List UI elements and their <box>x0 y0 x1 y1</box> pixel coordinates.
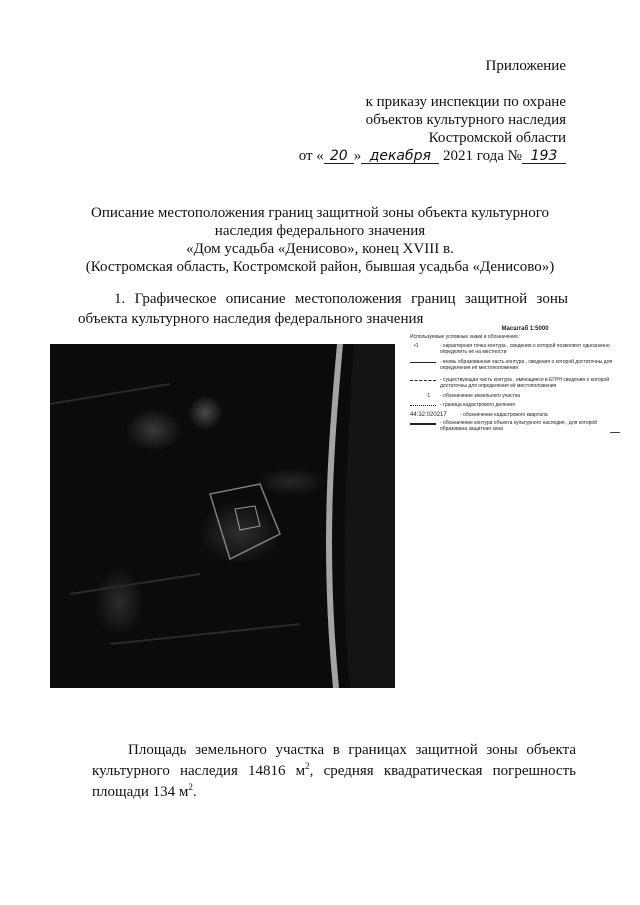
order-number-handwritten: 193 <box>522 149 566 164</box>
area-end-period: . <box>192 784 197 800</box>
area-unit-sup: 2 <box>305 761 310 771</box>
title-line1: Описание местоположения границ защитной зоны объекта культурного <box>91 205 549 221</box>
legend-item-text: - существующая часть контура , имеющиеся в ЕГРН сведения о которой достаточны для определения её местоположения <box>440 377 609 389</box>
protection-zone-contour <box>210 484 280 559</box>
parcel-label-icon: :1 <box>426 393 431 399</box>
legend-item-text: - обозначение земельного участка <box>440 393 521 399</box>
appendix-label: Приложение <box>485 58 566 74</box>
heritage-contour-line-icon <box>410 423 436 425</box>
heritage-object-contour <box>235 506 260 530</box>
legend-item-text: - характерная точка контура , сведения о которой позволяют однозначно определить её на местности <box>440 343 610 355</box>
satellite-map <box>50 344 395 688</box>
section1-line2: объекта культурного наследия федерального значения <box>78 311 424 327</box>
cadastral-boundary-line-icon <box>410 405 436 406</box>
cadastral-quarter-label: 44:32:020217 <box>410 412 447 418</box>
title-line3: «Дом усадьба «Денисово», конец XVIII в. <box>186 241 454 257</box>
river-area <box>345 344 395 688</box>
point-marker-icon: •1 <box>414 343 419 349</box>
date-day-handwritten: 20 <box>324 149 354 164</box>
date-mid: » <box>353 148 362 164</box>
order-ref-line2: объектов культурного наследия <box>365 112 566 128</box>
map-legend <box>410 326 630 456</box>
date-year: 2021 года № <box>443 148 522 164</box>
date-prefix: от « <box>298 148 324 164</box>
area-line3 <box>92 783 576 802</box>
area-error-value: площади 134 м <box>92 784 189 800</box>
legend-item-text: - граница кадастрового деления <box>440 402 515 408</box>
legend-scale: Масштаб 1:5000 <box>501 326 549 332</box>
area-error-text: , средняя квадратическая погрешность <box>309 763 576 779</box>
scan-mark <box>610 432 620 433</box>
legend-heading: Используемые условные знаки и обозначения : <box>410 334 521 340</box>
area-line2 <box>92 762 576 781</box>
title-line4: (Костромская область, Костромской район, бывшая усадьба «Денисово») <box>85 259 555 275</box>
order-ref-line3: Костромской области <box>428 130 566 146</box>
map-texture-lines <box>50 384 300 644</box>
area-value-text: культурного наследия 14816 м <box>92 763 306 779</box>
legend-item-text: - вновь образованная часть контура , сведения о которой достаточны для определения её местоположения <box>440 359 613 371</box>
legend-item-text: - обозначение контура объекта культурного наследия , для которой образована защитная зона <box>440 420 598 432</box>
road-line <box>329 344 340 688</box>
area-error-unit-sup: 2 <box>188 782 193 792</box>
order-date-line <box>299 148 566 165</box>
order-ref-line1: к приказу инспекции по охране <box>365 94 566 110</box>
area-line1: Площадь земельного участка в границах защитной зоны объекта <box>128 742 576 758</box>
section1-line1: 1. Графическое описание местоположения границ защитной зоны <box>114 291 568 307</box>
legend-item-text: - обозначение кадастрового квартала <box>460 412 548 418</box>
map-overlay <box>50 344 395 688</box>
existing-boundary-line-icon <box>410 380 436 381</box>
new-boundary-line-icon <box>410 362 436 363</box>
title-line2: наследия федерального значения <box>214 223 426 239</box>
date-month-handwritten: декабря <box>361 149 439 164</box>
